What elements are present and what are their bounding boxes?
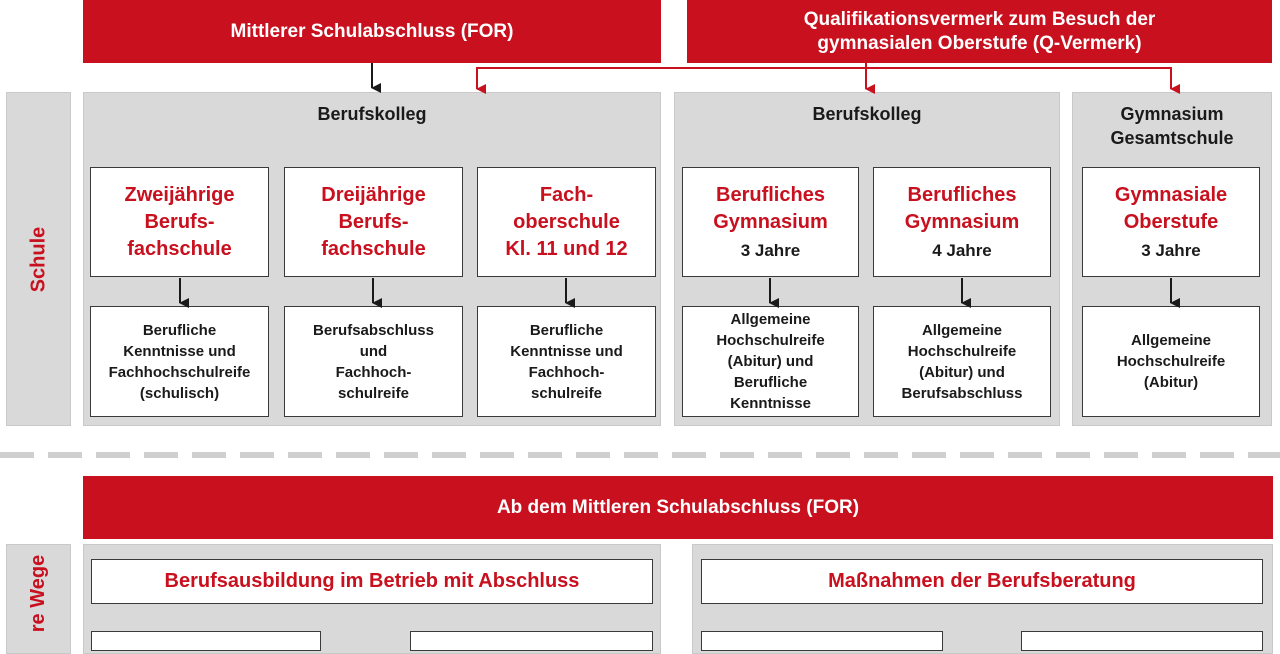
panel-gymnasium-title: Gymnasium Gesamtschule: [1110, 104, 1234, 148]
outcome-text: Allgemeine Hochschulreife (Abitur) und Berufliche Kenntnisse: [716, 311, 825, 412]
panel-berufskolleg-1-title: Berufskolleg: [317, 104, 427, 124]
program-title: Zweijährige Berufs- fachschule: [124, 183, 235, 260]
program-duration: 3 Jahre: [740, 241, 801, 260]
box-berufsausbildung-title: Berufsausbildung im Betrieb mit Abschluss: [164, 570, 580, 592]
box-beratung-option-1: [701, 631, 943, 651]
outcome-text: Berufliche Kenntnisse und Fachhochschulreife (schulisch): [108, 321, 251, 402]
side-label-wege-text: re Wege: [27, 554, 50, 632]
box-berufsausbildung: [91, 559, 653, 604]
outcome-text: Berufliche Kenntnisse und Fachhoch- schulreife: [510, 321, 623, 402]
box-berufsberatung: [701, 559, 1263, 604]
side-label-wege: [6, 544, 71, 654]
program-title: Dreijährige Berufs- fachschule: [321, 183, 426, 260]
program-duration: 3 Jahre: [1141, 241, 1201, 260]
outcome-text: Allgemeine Hochschulreife (Abitur) und Berufsabschluss: [901, 321, 1023, 402]
program-title: Berufliches Gymnasium: [904, 184, 1020, 233]
program-title: Fach- oberschule Kl. 11 und 12: [505, 183, 628, 260]
program-title: Gymnasiale Oberstufe: [1114, 184, 1228, 233]
box-ausbildung-option-2: [410, 631, 653, 651]
program-duration: 4 Jahre: [932, 241, 992, 260]
box-ausbildung-option-1: [91, 631, 321, 651]
bottom-header-for: [83, 476, 1273, 539]
bottom-header-label: Ab dem Mittleren Schulabschluss (FOR): [496, 496, 860, 518]
side-label-schule-text: Schule: [27, 226, 50, 292]
box-berufsberatung-title: Maßnahmen der Berufsberatung: [828, 570, 1136, 592]
outcome-text: Berufsabschluss und Fachhoch- schulreife: [313, 321, 434, 402]
outcome-text: Allgemeine Hochschulreife (Abitur): [1116, 332, 1226, 391]
q-vermerk-header-label: Qualifikationsvermerk zum Besuch der gymnasialen Oberstufe (Q-Vermerk): [803, 8, 1156, 54]
panel-berufskolleg-2-title: Berufskolleg: [812, 104, 922, 124]
program-title: Berufliches Gymnasium: [713, 184, 828, 233]
box-beratung-option-2: [1021, 631, 1263, 651]
q-vermerk-distribution-line: [477, 68, 1171, 88]
for-header-label: Mittlerer Schulabschluss (FOR): [230, 20, 514, 42]
